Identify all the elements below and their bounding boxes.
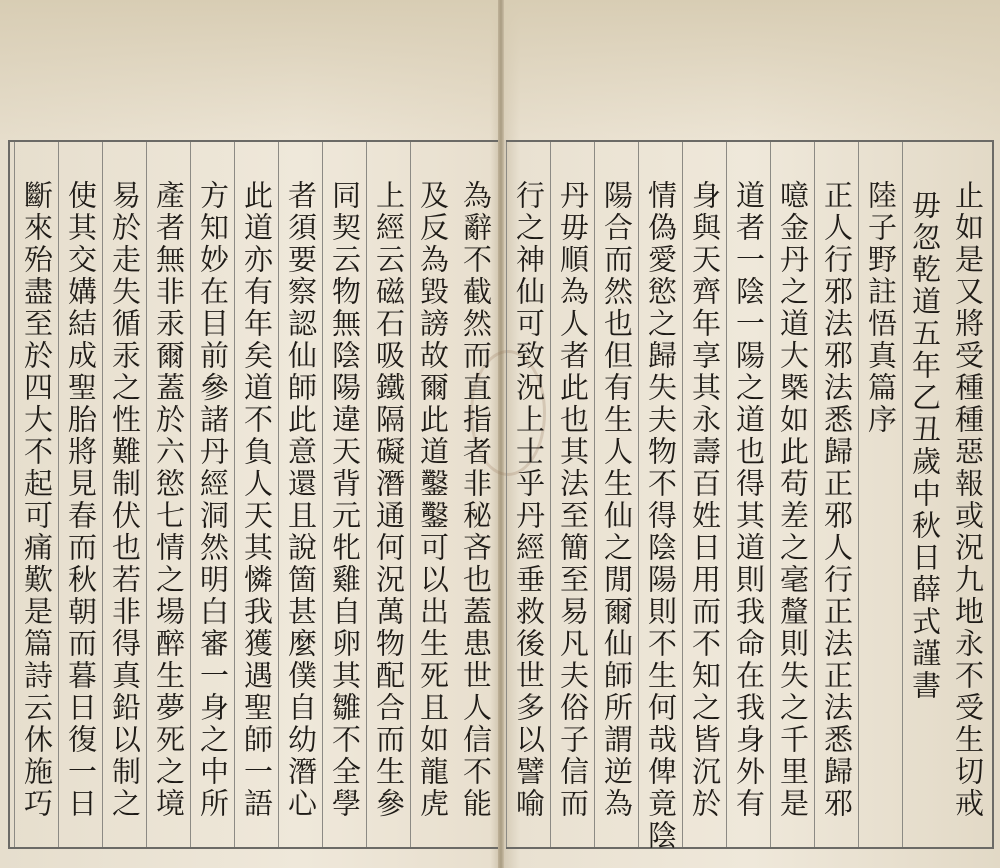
column-text: 為辭不截然而直指者非秘吝也蓋患世人信不能 [459,180,493,820]
text-column [550,142,595,847]
text-column [146,142,191,847]
column-text: 道者一陰一陽之道也得其道則我命在我身外有 [732,180,766,820]
column-text: 易於走失循汞之性難制伏也若非得真鉛以制之 [108,180,142,820]
column-text: 及反為毀謗故爾此道鑿鑿可以出生死且如龍虎 [416,180,450,820]
column-text: 者須要察認仙師此意還且說箇甚麼僕自幼潛心 [284,180,318,820]
left-page [8,140,498,849]
text-column [102,142,147,847]
column-text: 斷來殆盡至於四大不起可痛歎是篇詩云休施巧 [20,180,54,820]
text-column [902,142,947,847]
text-column [278,142,323,847]
text-column [454,142,498,847]
column-text: 陸子野註悟真篇序 [864,180,898,436]
text-column [726,142,771,847]
right-page [506,140,994,852]
column-text: 止如是又將受種種惡報或況九地永不受生切戒 [951,180,985,820]
column-text: 使其交媾結成聖胎將見春而秋朝而暮日復一日 [64,180,98,820]
text-column [814,142,859,847]
column-text: 陽合而然也但有生人生仙之閒爾仙師所謂逆為 [600,180,634,820]
column-text: 身與天齊年享其永壽百姓日用而不知之皆沉於 [688,180,722,820]
text-column [770,142,815,847]
column-text: 正人行邪法邪法悉歸正邪人行正法正法悉歸邪 [820,180,854,820]
text-column [638,142,683,852]
text-column [506,142,551,847]
text-column [682,142,727,847]
column-text: 丹毋順為人者此也其法至簡至易凡夫俗子信而 [556,180,590,820]
text-column [946,142,990,847]
column-text: 此道亦有年矣道不負人天其憐我獲遇聖師一語 [240,180,274,820]
column-text: 情偽愛慾之歸失夫物不得陰陽則不生何哉俾竟陰 [644,180,678,852]
column-text: 噫金丹之道大槩如此苟差之毫釐則失之千里是 [776,180,810,820]
text-column [234,142,279,847]
text-column [14,142,59,847]
text-column [322,142,367,847]
text-column [190,142,235,847]
text-column [410,142,455,847]
text-column [366,142,411,847]
column-text: 上經云磁石吸鐵隔礙潛通何況萬物配合而生參 [372,180,406,820]
text-column [58,142,103,847]
column-text: 同契云物無陰陽違天背元牝雞自卵其雛不全學 [328,180,362,820]
column-text: 毋忽乾道五年乙丑歲中秋日薛式謹書 [908,190,942,702]
column-text: 方知妙在目前參諸丹經洞然明白審一身之中所 [196,180,230,820]
text-column [594,142,639,847]
column-text: 產者無非汞爾蓋於六慾七情之場醉生夢死之境 [152,180,186,820]
text-column [858,142,903,847]
column-text: 行之神仙可致況上士乎丹經垂救後世多以譬喻 [512,180,546,820]
